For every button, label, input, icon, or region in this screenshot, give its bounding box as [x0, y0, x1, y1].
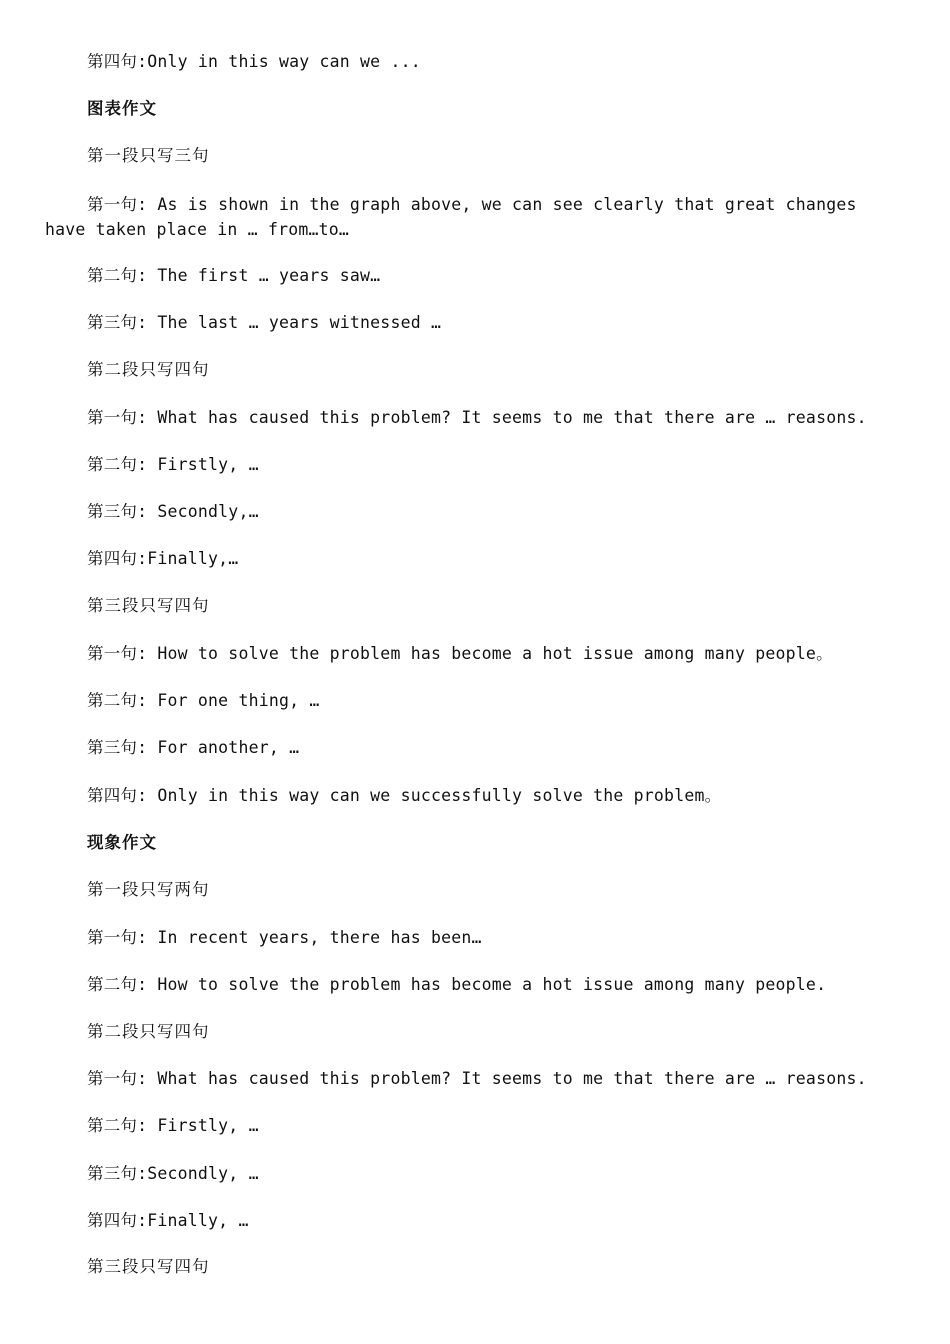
text-line: 第二句: How to solve the problem has become a hot issue among many people.: [87, 975, 827, 994]
text-line: 第三句:Secondly, …: [87, 1164, 259, 1183]
paragraph-label: 第三段只写四句: [87, 596, 210, 615]
text-line: 第一句: As is shown in the graph above, we can see clearly that great changes have taken place in … from…to…: [45, 195, 857, 239]
text-line: 第四句:Finally, …: [87, 1211, 249, 1230]
text-line: 第四句: Only in this way can we successfully solve the problem。: [87, 786, 722, 805]
text-line: 第四句:Only in this way can we ...: [87, 52, 421, 71]
paragraph-label: 第二段只写四句: [87, 1022, 210, 1041]
text-line: 第一句: In recent years, there has been…: [87, 928, 482, 947]
paragraph-label: 第三段只写四句: [87, 1257, 210, 1276]
section-heading-phenomenon-essay: 现象作文: [87, 833, 157, 852]
paragraph-label: 第一段只写两句: [87, 880, 210, 899]
text-line: 第一句: What has caused this problem? It seems to me that there are … reasons.: [87, 408, 867, 427]
text-line: 第三句: Secondly,…: [87, 502, 259, 521]
text-line: 第一句: How to solve the problem has become a hot issue among many people。: [87, 644, 833, 663]
paragraph-label: 第一段只写三句: [87, 146, 210, 165]
text-line: 第四句:Finally,…: [87, 549, 239, 568]
section-heading-chart-essay: 图表作文: [87, 99, 157, 118]
text-line: 第二句: Firstly, …: [87, 455, 259, 474]
text-line: 第二句: For one thing, …: [87, 691, 320, 710]
text-line: 第二句: Firstly, …: [87, 1116, 259, 1135]
text-line: 第三句: For another, …: [87, 738, 300, 757]
paragraph-label: 第二段只写四句: [87, 360, 210, 379]
text-line: 第三句: The last … years witnessed …: [87, 313, 442, 332]
text-line: 第二句: The first … years saw…: [87, 266, 381, 285]
text-line: 第一句: What has caused this problem? It seems to me that there are … reasons.: [87, 1069, 867, 1088]
